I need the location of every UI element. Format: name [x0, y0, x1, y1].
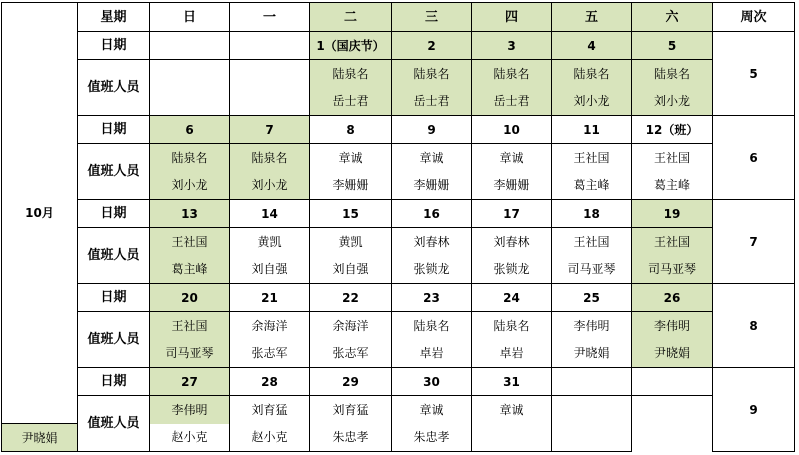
staff-name-primary	[150, 60, 230, 88]
date-cell	[230, 32, 310, 60]
staff-name-primary: 章诚	[392, 144, 472, 172]
staff-name-primary: 李伟明	[632, 312, 713, 340]
week-number-cell: 7	[713, 200, 795, 284]
staff-name-secondary	[230, 88, 310, 116]
staff-name-secondary: 赵小克	[150, 424, 230, 452]
date-row	[2, 116, 795, 144]
duty-staff-label: 值班人员	[78, 396, 150, 452]
date-cell: 21	[230, 284, 310, 312]
staff-name-secondary: 刘小龙	[150, 172, 230, 200]
week-number-header: 周次	[713, 3, 795, 32]
staff-name-primary: 黄凯	[230, 228, 310, 256]
date-cell: 22	[310, 284, 392, 312]
staff-name-secondary	[552, 424, 632, 452]
date-cell: 6	[150, 116, 230, 144]
staff-name-primary: 刘春林	[472, 228, 552, 256]
date-cell: 4	[552, 32, 632, 60]
date-label: 日期	[78, 368, 150, 396]
staff-name-secondary: 刘自强	[230, 256, 310, 284]
month-cell: 10月	[2, 3, 78, 424]
staff-name-primary: 章诚	[472, 396, 552, 424]
duty-staff-label: 值班人员	[78, 312, 150, 368]
staff-name-primary: 李伟明	[552, 312, 632, 340]
week-number-cell: 9	[713, 368, 795, 452]
date-cell	[552, 368, 632, 396]
day-header-tue: 二	[310, 3, 392, 32]
staff-name-secondary: 刘小龙	[230, 172, 310, 200]
date-cell: 31	[472, 368, 552, 396]
staff-name-primary: 章诚	[472, 144, 552, 172]
staff-name-secondary: 葛主峰	[632, 172, 713, 200]
staff-name-primary: 刘春林	[392, 228, 472, 256]
staff-name-secondary: 卓岩	[472, 340, 552, 368]
date-cell: 10	[472, 116, 552, 144]
staff-name-secondary: 刘自强	[310, 256, 392, 284]
day-header-wed: 三	[392, 3, 472, 32]
date-cell: 28	[230, 368, 310, 396]
week-number-cell: 8	[713, 284, 795, 368]
staff-name-primary	[230, 60, 310, 88]
date-cell	[150, 32, 230, 60]
staff-name-primary: 章诚	[392, 396, 472, 424]
date-cell: 19	[632, 200, 713, 228]
date-cell: 16	[392, 200, 472, 228]
staff-name-primary: 余海洋	[230, 312, 310, 340]
day-header-sat: 六	[632, 3, 713, 32]
duty-schedule-table	[1, 2, 795, 452]
date-row	[2, 32, 795, 60]
staff-name-secondary: 李姗姗	[392, 172, 472, 200]
staff-name-primary: 陆泉名	[472, 312, 552, 340]
duty-staff-label: 值班人员	[78, 60, 150, 116]
staff-name-secondary: 葛主峰	[552, 172, 632, 200]
staff-row-primary	[2, 396, 795, 424]
date-cell: 23	[392, 284, 472, 312]
staff-name-secondary: 朱忠孝	[310, 424, 392, 452]
staff-name-secondary: 司马亚琴	[632, 256, 713, 284]
staff-name-secondary: 张志军	[230, 340, 310, 368]
staff-name-secondary: 张志军	[310, 340, 392, 368]
staff-row-primary	[2, 144, 795, 172]
staff-name-primary	[552, 396, 632, 424]
date-label: 日期	[78, 32, 150, 60]
staff-name-secondary	[150, 88, 230, 116]
weekday-header: 星期	[78, 3, 150, 32]
duty-staff-label: 值班人员	[78, 144, 150, 200]
date-cell: 25	[552, 284, 632, 312]
staff-name-secondary: 张锁龙	[472, 256, 552, 284]
staff-name-primary: 陆泉名	[310, 60, 392, 88]
date-cell: 8	[310, 116, 392, 144]
staff-name-primary: 王社国	[632, 144, 713, 172]
date-cell: 9	[392, 116, 472, 144]
staff-row-primary	[2, 228, 795, 256]
date-row	[2, 200, 795, 228]
staff-name-primary: 王社国	[150, 228, 230, 256]
staff-name-secondary: 李姗姗	[310, 172, 392, 200]
staff-name-secondary	[472, 424, 552, 452]
staff-name-primary: 刘育猛	[230, 396, 310, 424]
week-number-cell: 5	[713, 32, 795, 116]
staff-name-primary: 王社国	[552, 144, 632, 172]
date-cell: 13	[150, 200, 230, 228]
staff-name-primary: 陆泉名	[472, 60, 552, 88]
staff-name-secondary: 卓岩	[392, 340, 472, 368]
staff-name-primary: 章诚	[310, 144, 392, 172]
date-cell: 1（国庆节）	[310, 32, 392, 60]
date-cell: 27	[150, 368, 230, 396]
week-number-cell: 6	[713, 116, 795, 200]
staff-row-primary	[2, 60, 795, 88]
staff-name-primary: 陆泉名	[552, 60, 632, 88]
staff-name-secondary: 赵小克	[230, 424, 310, 452]
day-header-sun: 日	[150, 3, 230, 32]
date-cell: 7	[230, 116, 310, 144]
date-cell	[632, 368, 713, 396]
staff-name-secondary: 岳士君	[392, 88, 472, 116]
staff-name-primary: 王社国	[552, 228, 632, 256]
date-cell: 14	[230, 200, 310, 228]
date-row	[2, 284, 795, 312]
staff-name-secondary: 刘小龙	[552, 88, 632, 116]
staff-name-secondary: 岳士君	[472, 88, 552, 116]
date-cell: 17	[472, 200, 552, 228]
date-label: 日期	[78, 284, 150, 312]
staff-name-primary: 刘育猛	[310, 396, 392, 424]
staff-name-secondary: 司马亚琴	[552, 256, 632, 284]
staff-name-secondary: 尹晓娟	[632, 340, 713, 368]
date-cell: 26	[632, 284, 713, 312]
staff-name-primary: 余海洋	[310, 312, 392, 340]
date-row	[2, 368, 795, 396]
staff-name-primary: 陆泉名	[392, 60, 472, 88]
date-cell: 29	[310, 368, 392, 396]
date-label: 日期	[78, 116, 150, 144]
duty-staff-label: 值班人员	[78, 228, 150, 284]
date-cell: 30	[392, 368, 472, 396]
staff-name-secondary: 岳士君	[310, 88, 392, 116]
staff-name-primary: 李伟明	[150, 396, 230, 424]
staff-name-secondary: 刘小龙	[632, 88, 713, 116]
day-header-mon: 一	[230, 3, 310, 32]
staff-name-primary: 王社国	[632, 228, 713, 256]
day-header-thu: 四	[472, 3, 552, 32]
date-cell: 11	[552, 116, 632, 144]
staff-name-secondary: 朱忠孝	[392, 424, 472, 452]
staff-row-primary	[2, 312, 795, 340]
staff-name-primary: 黄凯	[310, 228, 392, 256]
date-cell: 24	[472, 284, 552, 312]
date-cell: 5	[632, 32, 713, 60]
staff-name-secondary: 张锁龙	[392, 256, 472, 284]
staff-name-primary: 陆泉名	[150, 144, 230, 172]
date-cell: 2	[392, 32, 472, 60]
duty-schedule-body	[2, 3, 795, 452]
date-label: 日期	[78, 200, 150, 228]
staff-name-secondary: 李姗姗	[472, 172, 552, 200]
date-cell: 3	[472, 32, 552, 60]
day-header-fri: 五	[552, 3, 632, 32]
staff-name-secondary: 司马亚琴	[150, 340, 230, 368]
date-cell: 12（班）	[632, 116, 713, 144]
date-cell: 20	[150, 284, 230, 312]
staff-name-secondary: 葛主峰	[150, 256, 230, 284]
staff-name-secondary: 尹晓娟	[552, 340, 632, 368]
staff-name-primary: 王社国	[150, 312, 230, 340]
staff-name-primary: 陆泉名	[392, 312, 472, 340]
date-cell: 15	[310, 200, 392, 228]
staff-name-primary	[632, 396, 713, 424]
staff-name-secondary: 尹晓娟	[2, 424, 78, 452]
staff-name-primary: 陆泉名	[632, 60, 713, 88]
header-row	[2, 3, 795, 32]
date-cell: 18	[552, 200, 632, 228]
staff-name-primary: 陆泉名	[230, 144, 310, 172]
